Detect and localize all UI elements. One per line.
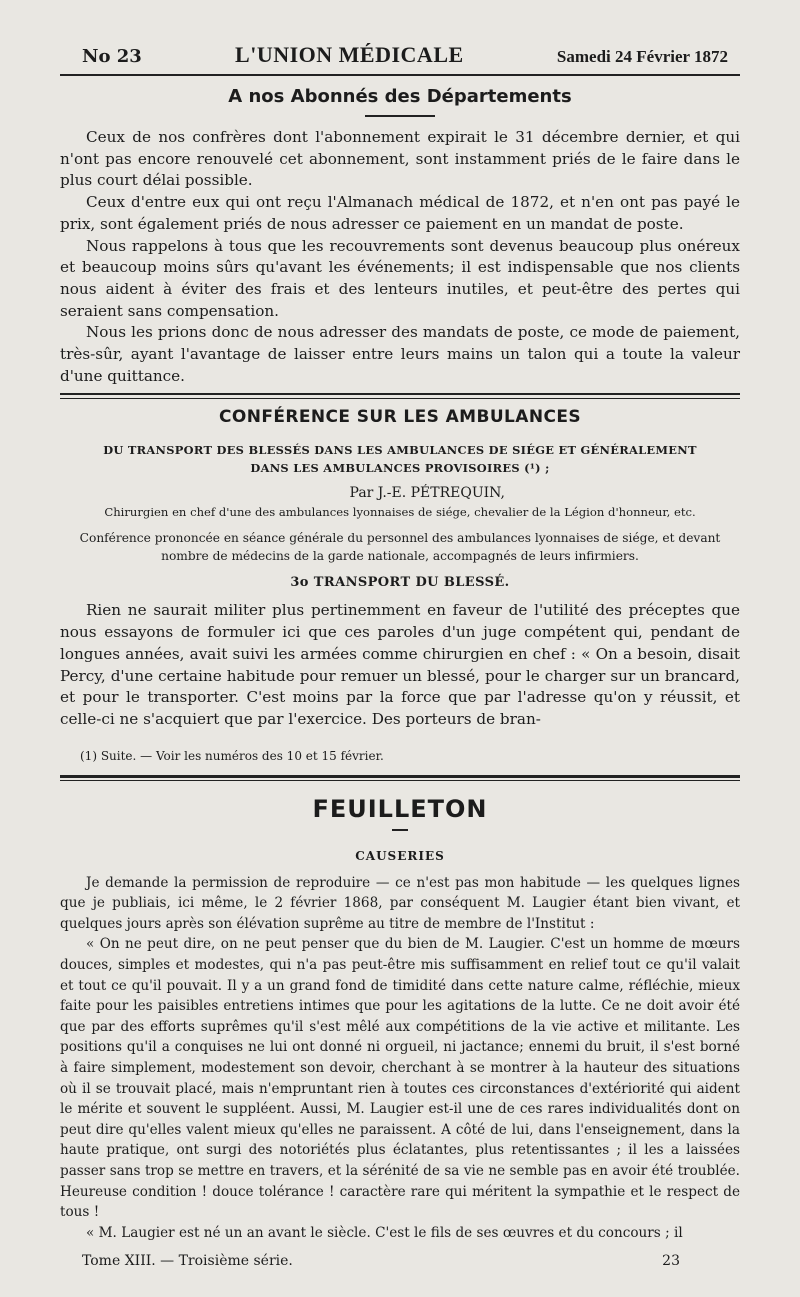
section-heading: 3o TRANSPORT DU BLESSÉ. <box>290 575 510 591</box>
conference-title: CONFÉRENCE SUR LES AMBULANCES <box>219 407 581 428</box>
title-rule <box>365 115 435 117</box>
feuilleton-paragraph: « On ne peut dire, on ne peut penser que du bien de M. Laugier. C'est un homme de mœurs douces, simples et modestes, qui n'a pas peut-être mis suffisamment en relief tout ce qu'il valait et tout ce qu'il pouvait. Il y a un grand fond de timidité dans cette nature calme, réfléchie, mieux faite pour les paisibles entretiens intimes que pour les agitations de la lutte. Ce ne doit avoir été que par des efforts suprêmes qu'il s'est mêlé aux compétitions de la vie active et militante. Les positions qu'il a conquises ne lui ont donné ni orgueil, ni jactance; ennemi du bruit, il s'est borné à faire simplement, modestement son devoir, cherchant à se montrer à la hauteur des situations où il se trouvait placé, mais n'empruntant rien à toutes ces circonstances d'extériorité qui aident le mérite et souvent le suppléent. Aussi, M. Laugier est-il une de ces rares individualités dont on peut dire qu'elles valent mieux qu'elles ne paraissent. A côté de lui, dans l'enseignement, dans la haute pratique, ont surgi des notoriétés plus éclatantes, plus retentissantes ; il les a laissées passer sans trop se mettre en travers, et la sérénité de sa vie ne semble pas en avoir été troublée. Heureuse condition ! douce tolérance ! caractère rare qui méritent la sympathie et le respect de tous ! <box>60 936 740 1221</box>
page-footer <box>60 1243 740 1269</box>
notice-paragraph: Ceux d'entre eux qui ont reçu l'Almanach médical de 1872, et n'en ont pas payé le prix, sont également priés de nous adresser ce paiement en un mandat de poste. <box>60 193 740 233</box>
notice-paragraph: Ceux de nos confrères dont l'abonnement expirait le 31 décembre dernier, et qui n'ont pas encore renouvelé cet abonnement, sont instamment priés de le faire dans le plus court délai possible. <box>60 128 740 190</box>
feuilleton-title: FEUILLETON <box>312 794 488 823</box>
conference-subtitle <box>60 441 740 477</box>
issue-number: No 23 <box>82 46 142 67</box>
causeries-heading: CAUSERIES <box>355 848 445 863</box>
issue-date: Samedi 24 Février 1872 <box>556 47 728 66</box>
volume-info: Tome XIII. — Troisième série. <box>82 1253 293 1270</box>
page-header <box>60 28 740 76</box>
footnote: (1) Suite. — Voir les numéros des 10 et 15 février. <box>80 748 384 763</box>
feuilleton-rule <box>392 829 408 831</box>
conference-note: Conférence prononcée en séance générale du personnel des ambulances lyonnaises de siége, et devant nombre de médecins de la garde nationale, accompagnés de leurs infirmiers. <box>79 531 721 564</box>
section-divider <box>60 393 740 399</box>
feuilleton-divider <box>60 775 740 781</box>
conference-subtitle-line: DANS LES AMBULANCES PROVISOIRES (¹) ; <box>250 461 550 476</box>
author-affiliation: Chirurgien en chef d'une des ambulances lyonnaises de siége, chevalier de la Légion d'honneur, etc. <box>104 505 696 520</box>
notice-body <box>60 127 740 387</box>
feuilleton-body <box>60 873 740 1244</box>
journal-title: L'UNION MÉDICALE <box>235 42 464 67</box>
journal-page <box>60 28 740 1283</box>
feuilleton-paragraph: « M. Laugier est né un an avant le siècle. C'est le fils de ses œuvres et du concours ; il <box>86 1224 683 1241</box>
notice-title: A nos Abonnés des Départements <box>228 86 572 107</box>
page-number: 23 <box>662 1253 680 1270</box>
feuilleton-paragraph: Je demande la permission de reproduire — ce n'est pas mon habitude — les quelques lignes que je publiais, ici même, le 2 février 1868, par conséquent M. Laugier étant bien vivant, et quelques jours après son élévation suprême au titre de membre de l'Institut : <box>60 874 740 932</box>
conference-subtitle-line: DU TRANSPORT DES BLESSÉS DANS LES AMBULANCES DE SIÉGE ET GÉNÉRALEMENT <box>103 443 697 458</box>
notice-paragraph: Nous rappelons à tous que les recouvrements sont devenus beaucoup plus onéreux et beaucoup moins sûrs qu'avant les événements; il est indispensable que nos clients nous aident à éviter des frais et des lenteurs inutiles, et peut-être des pertes qui seraient sans compensation. <box>60 236 740 320</box>
notice-paragraph: Nous les prions donc de nous adresser des mandats de poste, ce mode de paiement, très-sûr, ayant l'avantage de laisser entre leurs mains un talon qui a toute la valeur d'une quittance. <box>60 323 740 385</box>
conference-author: Par J.-E. PÉTREQUIN, <box>349 485 505 502</box>
conference-paragraph: Rien ne saurait militer plus pertinemment en faveur de l'utilité des préceptes que nous essayons de formuler ici que ces paroles d'un juge compétent qui, pendant de longues années, avait suivi les armées comme chirurgien en chef : « On a besoin, disait Percy, d'une certaine habitude pour remuer un blessé, pour le charger sur un brancard, et pour le transporter. C'est moins par la force que par l'adresse qu'on y réussit, et celle-ci ne s'acquiert que par l'exercice. Des porteurs de bran- <box>60 601 740 728</box>
